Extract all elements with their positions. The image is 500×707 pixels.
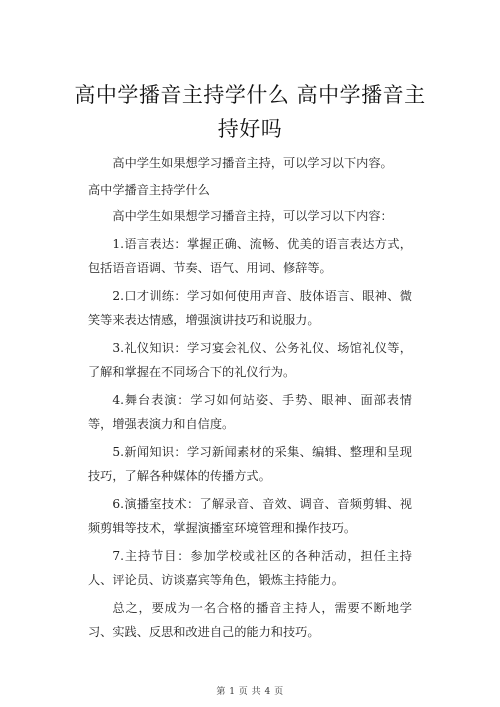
list-item-language-expression: 1.语言表达：掌握正确、流畅、优美的语言表达方式，包括语音语调、节奏、语气、用词、修辞等。	[88, 236, 412, 275]
conclusion-paragraph: 总之，要成为一名合格的播音主持人，需要不断地学习、实践、反思和改进自己的能力和技巧。	[88, 600, 412, 639]
list-item-news-knowledge: 5.新闻知识：学习新闻素材的采集、编辑、整理和呈现技巧，了解各种媒体的传播方式。	[88, 444, 412, 483]
list-item-hosting-programs: 7.主持节目：参加学校或社区的各种活动，担任主持人、评论员、访谈嘉宾等角色，锻炼主持能力。	[88, 548, 412, 587]
page-number-footer: 第 1 页 共 4 页	[216, 687, 284, 697]
list-item-speech-training: 2.口才训练：学习如何使用声音、肢体语言、眼神、微笑等来表达情感，增强演讲技巧和说服力。	[88, 288, 412, 327]
list-item-etiquette: 3.礼仪知识：学习宴会礼仪、公务礼仪、场馆礼仪等，了解和掌握在不同场合下的礼仪行为。	[88, 340, 412, 379]
document-title: 高中学播音主持学什么 高中学播音主持好吗	[74, 83, 426, 141]
list-item-studio-technology: 6.演播室技术：了解录音、音效、调音、音频剪辑、视频剪辑等技术，掌握演播室环境管理和操作技巧。	[88, 496, 412, 535]
document-body	[88, 151, 412, 645]
intro-paragraph: 高中学生如果想学习播音主持，可以学习以下内容。	[112, 156, 393, 170]
list-item-stage-performance: 4.舞台表演：学习如何站姿、手势、眼神、面部表情等，增强表演力和自信度。	[88, 392, 412, 431]
section-heading: 高中学播音主持学什么	[88, 182, 210, 197]
section-intro-paragraph: 高中学生如果想学习播音主持，可以学习以下内容：	[112, 209, 393, 223]
